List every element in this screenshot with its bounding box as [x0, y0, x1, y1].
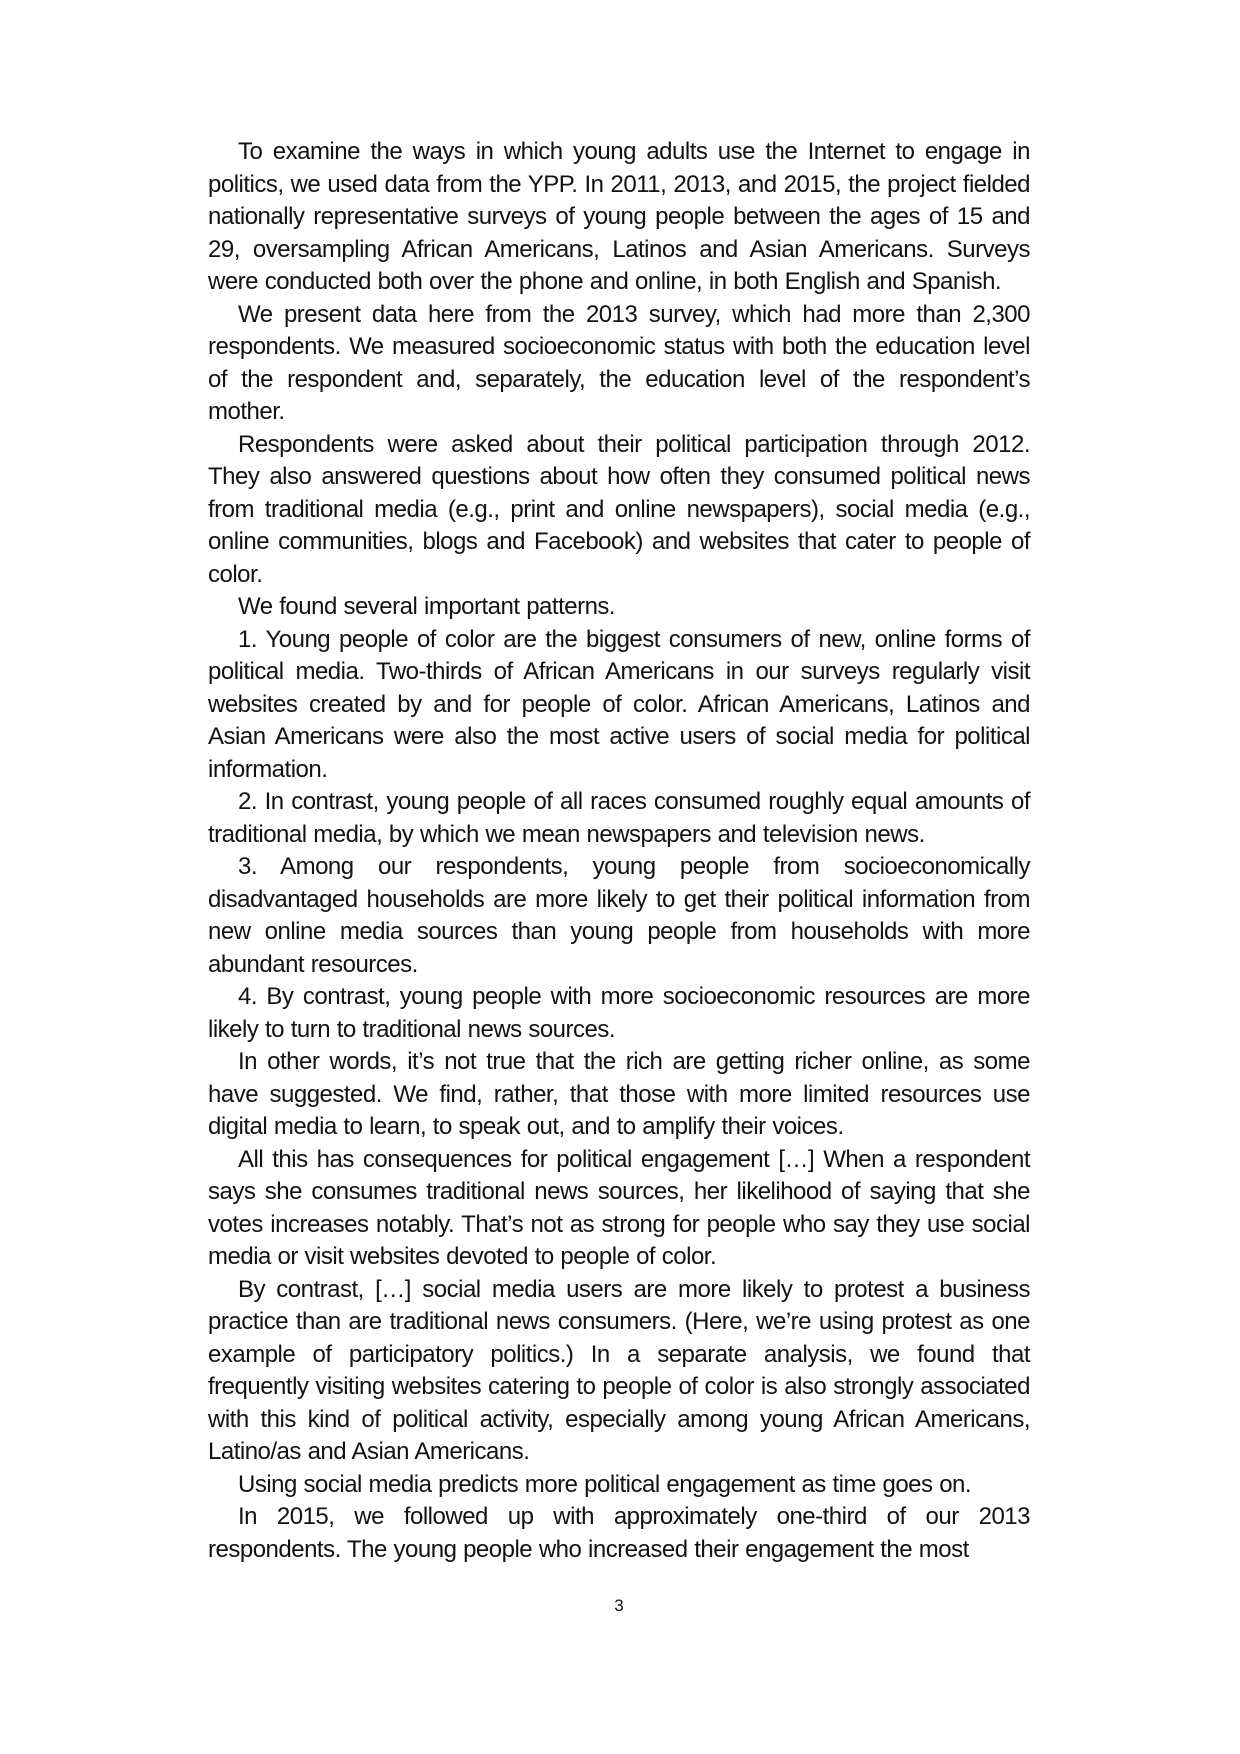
paragraph: By contrast, […] social media users are more likely to protest a business practice than are traditional news consumers. (Here, we’re using protest as one example of participatory politics.) In a separate analysis, we found that frequently visiting websites catering to people of color is also strongly associated with this kind of political activity, especially among young African Americans, Latino/as and Asian Americans. [208, 1275, 1030, 1465]
paragraph: In 2015, we followed up with approximately one-third of our 2013 respondents. The young people who increased their engagement the most [208, 1503, 1030, 1563]
paragraph: We found several important patterns. [238, 593, 616, 620]
paragraph: 3. Among our respondents, young people from socioeconomically disadvantaged households are more likely to get their political information from new online media sources than young people from households with more abundant resources. [208, 853, 1030, 978]
paragraph: Respondents were asked about their political participation through 2012. They also answered questions about how often they consumed political news from traditional media (e.g., print and online newspapers), social media (e.g., online communities, blogs and Facebook) and websites that cater to people of color. [208, 430, 1030, 588]
paragraph: All this has consequences for political engagement […] When a respondent says she consumes traditional news sources, her likelihood of saying that she votes increases notably. That’s not as strong for people who say they use social media or visit websites devoted to people of color. [208, 1145, 1030, 1270]
paragraph: We present data here from the 2013 survey, which had more than 2,300 respondents. We measured socioeconomic status with both the education level of the respondent and, separately, the education level of the respondent’s mother. [208, 300, 1030, 425]
document-body [208, 136, 1030, 1566]
paragraph: To examine the ways in which young adults use the Internet to engage in politics, we used data from the YPP. In 2011, 2013, and 2015, the project fielded nationally representative surveys of young people between the ages of 15 and 29, oversampling African Americans, Latinos and Asian Americans. Surveys were conducted both over the phone and online, in both English and Spanish. [208, 138, 1030, 295]
paragraph: 4. By contrast, young people with more socioeconomic resources are more likely to turn to traditional news sources. [208, 983, 1030, 1043]
paragraph: 2. In contrast, young people of all races consumed roughly equal amounts of traditional media, by which we mean newspapers and television news. [208, 788, 1030, 848]
paragraph: Using social media predicts more political engagement as time goes on. [238, 1470, 972, 1498]
paragraph: In other words, it’s not true that the rich are getting richer online, as some have suggested. We find, rather, that those with more limited resources use digital media to learn, to speak out, and to amplify their voices. [208, 1048, 1030, 1140]
paragraph: 1. Young people of color are the biggest consumers of new, online forms of political media. Two-thirds of African Americans in our surveys regularly visit websites created by and for people of color. African Americans, Latinos and Asian Americans were also the most active users of social media for political information. [208, 625, 1030, 783]
page-number: 3 [614, 1596, 624, 1615]
